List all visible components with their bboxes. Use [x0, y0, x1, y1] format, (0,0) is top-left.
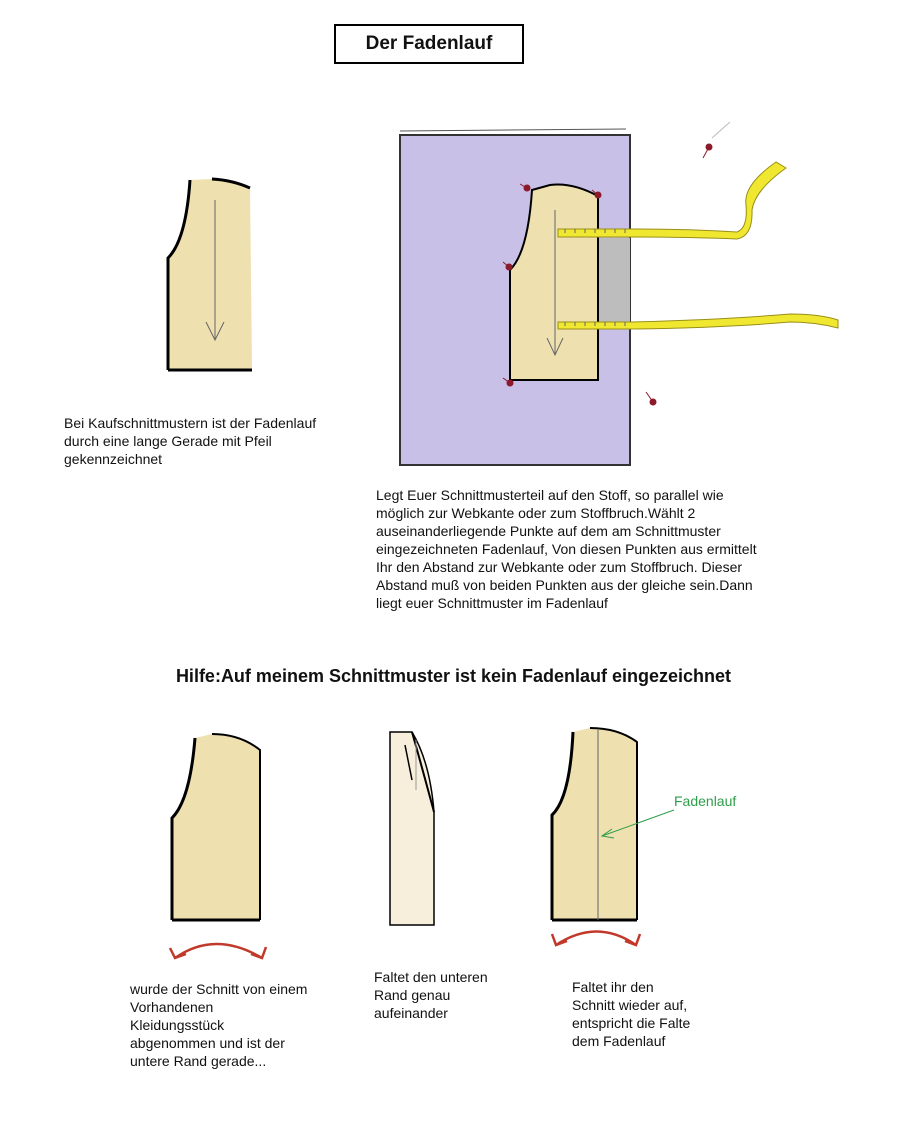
- caption-step3: Faltet ihr den Schnitt wieder auf, entspricht die Falte dem Fadenlauf: [572, 979, 691, 1049]
- caption-layout-instructions: Legt Euer Schnittmusterteil auf den Stoff, so parallel wie möglich zur Webkante oder zum Stoffbruch.Wählt 2 auseinanderliegende Punkte auf dem am Schnittmuster eingezeichneten Fadenlauf, Von diesen Punkten aus ermittelt Ihr den Abstand zur Webkante oder zum Stoffbruch. Dieser Abstand muß von beiden Punkten aus der gleiche sein.Dann liegt euer Schnittmuster im Fadenlauf: [376, 487, 757, 611]
- step3-unfolded-pattern: [552, 728, 674, 945]
- grainline-label: Fadenlauf: [674, 793, 737, 809]
- fabric-layout: [400, 122, 838, 465]
- page-title-text: Der Fadenlauf: [365, 33, 493, 54]
- unfold-arc-icon: [556, 932, 636, 946]
- step1-pattern: [170, 734, 266, 958]
- help-heading: Hilfe:Auf meinem Schnittmuster ist kein Fadenlauf eingezeichnet: [175, 666, 732, 686]
- caption-step2: Faltet den unteren Rand genau aufeinander: [374, 969, 488, 1021]
- pattern-piece-with-grainline: [168, 179, 252, 370]
- pattern-piece-shape: [168, 179, 252, 370]
- caption-kaufschnitt: Bei Kaufschnittmustern ist der Fadenlauf durch eine lange Gerade mit Pfeil gekennzeichnet: [64, 415, 317, 467]
- fold-arc-icon: [175, 944, 262, 958]
- caption-step1: wurde der Schnitt von einem Vorhandenen Kleidungsstück abgenommen und ist der untere Rand gerade...: [130, 981, 308, 1069]
- step2-folded-pattern: [390, 732, 434, 925]
- distance-gap: [598, 238, 630, 322]
